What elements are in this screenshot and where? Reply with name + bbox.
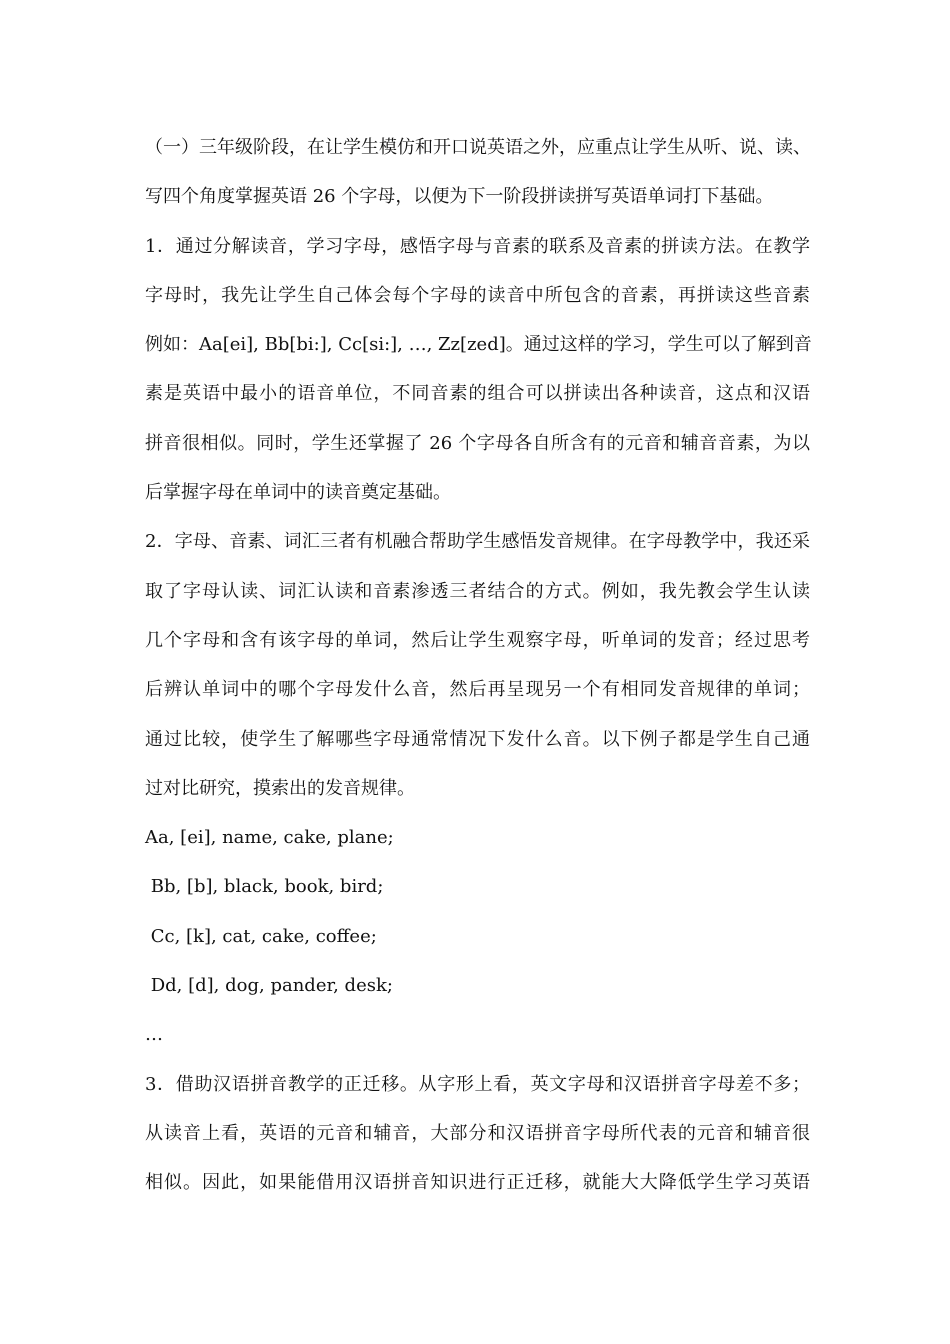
text-line-20: 3．借助汉语拼音教学的正迁移。从字形上看，英文字母和汉语拼音字母差不多；	[145, 1073, 810, 1095]
text-line-12: 后辨认单词中的哪个字母发什么音，然后再呈现另一个有相同发音规律的单词；	[145, 679, 810, 701]
example-line-aa: Aa, [ei], name, cake, plane;	[145, 827, 394, 849]
text-line-6: 素是英语中最小的语音单位，不同音素的组合可以拼读出各种读音，这点和汉语	[145, 383, 810, 405]
example-line-cc: Cc, [k], cat, cake, coffee;	[145, 925, 377, 947]
document-body	[145, 132, 810, 1217]
text-line-22: 相似。因此，如果能借用汉语拼音知识进行正迁移，就能大大降低学生学习英语	[145, 1172, 810, 1194]
text-line-11: 几个字母和含有该字母的单词，然后让学生观察字母，听单词的发音；经过思考	[145, 629, 810, 651]
example-line-dd: Dd, [d], dog, pander, desk;	[145, 975, 393, 997]
text-line-21: 从读音上看，英语的元音和辅音，大部分和汉语拼音字母所代表的元音和辅音很	[145, 1122, 810, 1144]
text-line-13: 通过比较，使学生了解哪些字母通常情况下发什么音。以下例子都是学生自己通	[145, 728, 810, 750]
text-line-1: （一）三年级阶段，在让学生模仿和开口说英语之外，应重点让学生从听、说、读、	[145, 137, 811, 158]
example-line-bb: Bb, [b], black, book, bird;	[145, 876, 384, 898]
text-line-8: 后掌握字母在单词中的读音奠定基础。	[145, 482, 451, 504]
text-line-3: 1．通过分解读音，学习字母，感悟字母与音素的联系及音素的拼读方法。在教学	[145, 235, 810, 257]
text-line-14: 过对比研究，摸索出的发音规律。	[145, 777, 415, 799]
text-line-4: 字母时，我先让学生自己体会每个字母的读音中所包含的音素，再拼读这些音素	[145, 284, 810, 306]
text-line-9: 2．字母、音素、词汇三者有机融合帮助学生感悟发音规律。在字母教学中，我还采	[145, 531, 810, 553]
text-line-2: 写四个角度掌握英语 26 个字母，以便为下一阶段拼读拼写英语单词打下基础。	[145, 186, 774, 208]
text-line-5: 例如：Aa[ei], Bb[bi:], Cc[si:], …, Zz[zed]。通过这样的学习，学生可以了解到音	[145, 334, 812, 356]
text-line-7: 拼音很相似。同时，学生还掌握了 26 个字母各自所含有的元音和辅音音素，为以	[145, 432, 810, 454]
text-line-10: 取了字母认读、词汇认读和音素渗透三者结合的方式。例如，我先教会学生认读	[145, 580, 810, 602]
ellipsis-line: …	[145, 1024, 163, 1046]
